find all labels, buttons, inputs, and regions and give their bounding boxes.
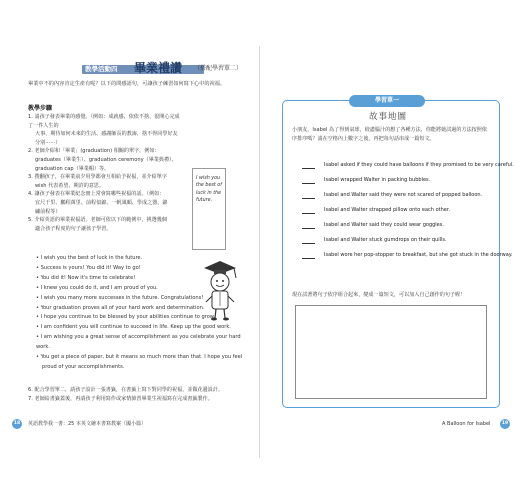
list-item: • You did it! Now it's time to celebrate! [36, 274, 136, 281]
step-line: 大事，期待如何未來的生活、感謝師長的教誨，捨不得同學好友分別⋯⋯） [35, 131, 178, 146]
order-blank[interactable] [302, 162, 315, 169]
step-line: 4. 讓孩子發表在畢業紀念冊上常會寫哪些祝福的話。（例如： [28, 191, 165, 198]
order-blank[interactable] [302, 192, 315, 199]
list-item [302, 190, 498, 205]
story-sentence: Isabel and Walter said they could wear goggles. [324, 222, 444, 228]
footer-book-title: 英語教學我一書：25 本英文繪本書寫教案（國小篇） [28, 421, 146, 427]
order-blank[interactable] [302, 222, 315, 229]
bookmark-illustration [192, 168, 226, 250]
list-item [302, 160, 514, 175]
activity-title: 畢業禮讚 [134, 61, 183, 75]
list-item [302, 250, 513, 265]
story-map-title: 故事地圖 [368, 112, 407, 122]
list-item: • I am wishing you a great sense of accomplishment as you celebrate your hard work. [36, 334, 241, 351]
list-item: • Your graduation proves all of your hard work and determination. [36, 304, 205, 311]
list-item [302, 205, 498, 220]
activity-label: 教學活動四 [85, 65, 118, 73]
story-sentence: Isabel asked if they could have balloons if they promised to be very careful. [324, 162, 514, 168]
teaching-steps [28, 113, 180, 233]
list-item: • I am confident you will continue to succeed in life. Keep up the good work. [36, 324, 231, 331]
list-item: proud of your accomplishments. [42, 363, 125, 370]
step-line: 5. 介紹英語的畢業祝福語，老師可依以下的範例中，挑選幾個 [28, 217, 167, 224]
step-line: 繡前程等） [35, 208, 61, 215]
list-item: • You get a piece of paper, but it means so much more than that. I hope you feel [36, 354, 243, 361]
story-sentence: Isabel and Walter stuck gumdrops on their quills. [324, 237, 447, 243]
step-line: 1. 請孩子發表畢業的感覺。（例如：成就感、依依不捨、很開心完成了一件人生的 [28, 114, 180, 129]
blessing-list [36, 254, 246, 373]
list-item [302, 175, 498, 190]
step-line: wish 代表希望、期許的意思。 [35, 182, 105, 189]
book-spine [259, 46, 260, 458]
step-line: 6. 配合學習單二，請孩子設計一張書籤，在書籤上寫下對同學的祝福，並做花邊設計。 [28, 387, 223, 393]
step-line: 適合孩子程度的句子讓孩子學習。 [35, 225, 112, 232]
answer-writing-box[interactable] [295, 305, 487, 399]
order-blank[interactable] [302, 252, 315, 259]
list-item: • I wish you the best of luck in the future. [36, 255, 143, 261]
story-sentence: Isabel and Walter said they were not scared of popped balloon. [324, 192, 483, 198]
bookmark-text: I wish you the best of luck in the future. [196, 176, 222, 204]
story-sequence-list [302, 160, 514, 265]
list-item: • Success is yours! You did it! Way to go! [36, 264, 141, 271]
teaching-steps-heading: 教學步驟 [28, 105, 53, 112]
order-blank[interactable] [302, 207, 315, 214]
answer-prompt: 現在試著將句子依序組合起來，變成一篇短文，可以加入自己創作的句子喔！ [292, 292, 466, 298]
list-item [302, 235, 498, 250]
story-sentence: Isabel wrapped Walter in packing bubbles. [324, 177, 431, 183]
step-line: 7. 老師給書籤蓋後，再請孩子利用寫作或家情節習畢業生祝福寫在完成書籤製作。 [28, 396, 213, 402]
footer-story-title: A Balloon for Isabel [442, 421, 491, 427]
step-line: 2. 老師介紹和「畢業」(graduation) 相關的單字，例如： [28, 148, 160, 155]
list-item: • I hope you continue to be blessed by your abilities continue to grow. [36, 314, 216, 321]
activity-subtitle: （搭配學習單二） [194, 65, 243, 72]
worksheet-tab: 學習單一 [349, 95, 425, 107]
list-item: • I wish you many more successes in the future. Congratulations! [36, 294, 204, 301]
step-line: graduation cap（畢業帽）等。 [35, 165, 110, 172]
activity-header [82, 62, 260, 76]
story-sentence: Isabel wore her pop-stopper to breakfast, but she got stuck in the doorway. [324, 252, 513, 258]
worksheet-instruction: 小朋友，Isabel 為了得到氣球，絞盡腦汁的想了各種方法，你能將她試過的方法按照依序排序嗎？請在空格內上數字之後，再把每句話串成一篇短文。 [292, 127, 487, 142]
order-blank[interactable] [302, 237, 315, 244]
closing-steps [28, 386, 248, 404]
intro-paragraph: 畢業中不的內容肯定生產有呢？以下的問感語句，可讓孩子練習如何寫下心中的祝福。 [28, 81, 226, 87]
list-item [302, 220, 498, 235]
list-item: • I knew you could do it, and I am proud of you. [36, 284, 158, 291]
step-line: 宜尺千里、鵬程萬里、前程似錦、一帆風順、學成之器，錦 [35, 199, 168, 206]
page-number-left: 18 [12, 419, 22, 429]
step-line: graduates（畢業生）、graduation ceremony（畢業典禮）、 [35, 156, 177, 163]
story-sentence: Isabel and Walter strapped pillow onto each other. [324, 207, 451, 213]
step-line: 3. 搜翻孩子，在畢業前夕用學都會互相給予祝福，並介紹單字 [28, 174, 167, 181]
page-number-right: 19 [500, 419, 510, 429]
order-blank[interactable] [302, 177, 315, 184]
